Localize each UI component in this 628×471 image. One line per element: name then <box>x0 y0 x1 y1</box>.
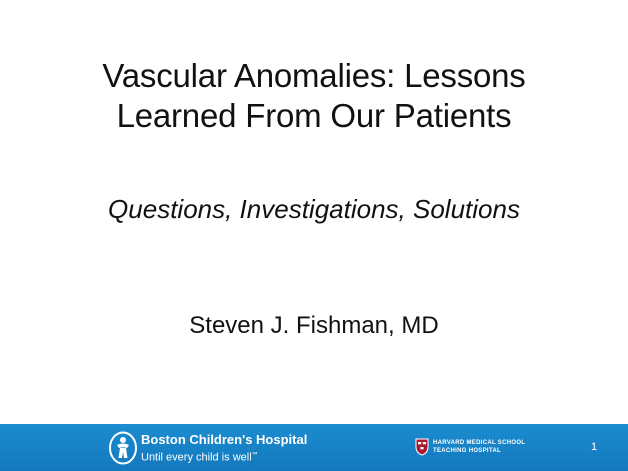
trademark-mark: ™ <box>251 452 258 458</box>
harvard-shield-icon <box>415 438 429 456</box>
boston-childrens-logo-icon <box>108 431 138 465</box>
hospital-tagline: Until every child is well <box>141 451 252 464</box>
hospital-branding <box>141 432 307 465</box>
slide-subtitle: Questions, Investigations, Solutions <box>108 194 520 224</box>
slide-title-line-1: Vascular Anomalies: Lessons <box>102 57 526 94</box>
slide-footer <box>0 424 628 471</box>
affiliation-line-1: HARVARD MEDICAL SCHOOL <box>433 440 526 446</box>
hospital-tagline-wrap <box>141 448 307 465</box>
page-number: 1 <box>590 441 598 453</box>
slide-author: Steven J. Fishman, MD <box>189 312 439 339</box>
affiliation-line-2: TEACHING HOSPITAL <box>433 448 501 454</box>
hospital-name: Boston Children's Hospital <box>141 432 308 447</box>
slide-title-line-2: Learned From Our Patients <box>116 97 512 134</box>
slide-title <box>0 56 628 136</box>
affiliation-text <box>433 439 525 455</box>
